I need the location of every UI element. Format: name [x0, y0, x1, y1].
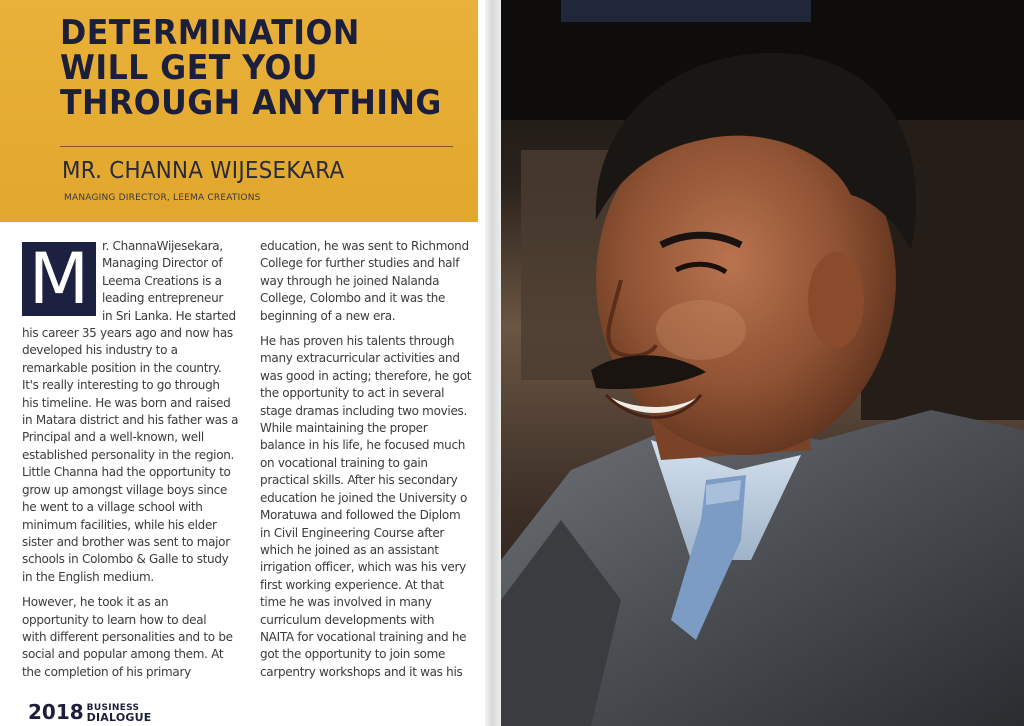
text-line: in the English medium. — [22, 569, 154, 584]
article-column-1 — [22, 238, 244, 681]
footer-year: 2018 — [28, 700, 84, 724]
portrait-illustration — [501, 0, 1024, 726]
text-line: Moratuwa and followed the Diplom — [260, 508, 461, 523]
text-line: Leema Creations is a — [102, 273, 222, 288]
text-line: stage dramas including two movies. — [260, 403, 467, 418]
text-line: got the opportunity to join some — [260, 647, 446, 662]
author-title: MANAGING DIRECTOR, LEEMA CREATIONS — [64, 193, 261, 203]
text-line: he went to a village school with — [22, 500, 203, 515]
text-line: time he was involved in many — [260, 595, 432, 610]
text-line: in Civil Engineering Course after — [260, 525, 445, 540]
text-line: opportunity to learn how to deal — [22, 612, 207, 627]
text-line: grow up amongst village boys since — [22, 482, 228, 497]
text-line: social and popular among them. At — [22, 647, 224, 662]
author-name: MR. CHANNA WIJESEKARA — [62, 158, 345, 184]
headline-line: THROUGH ANYTHING — [60, 83, 442, 123]
publication-logo — [87, 703, 152, 723]
divider — [60, 146, 453, 147]
brand-line: BUSINESS — [86, 703, 140, 713]
page-footer — [28, 693, 151, 723]
text-line: Little Channa had the opportunity to — [22, 465, 231, 480]
text-line: NAITA for vocational training and he — [260, 629, 467, 644]
text-line: developed his industry to a — [22, 343, 178, 358]
paragraph — [260, 333, 480, 681]
headline-line: WILL GET YOU — [60, 48, 318, 88]
text-line: However, he took it as an — [22, 595, 169, 610]
text-line: way through he joined Nalanda — [260, 273, 440, 288]
text-line: schools in Colombo & Galle to study — [22, 552, 229, 567]
paragraph — [22, 594, 244, 681]
text-line: College for further studies and half — [260, 256, 460, 271]
brand-line: DIALOGUE — [86, 711, 152, 724]
text-line: It's really interesting to go through — [22, 378, 220, 393]
text-line: leading entrepreneur — [102, 291, 224, 306]
text-line: minimum facilities, while his elder — [22, 517, 217, 532]
text-line: carpentry workshops and it was his — [260, 664, 463, 679]
text-line: Principal and a well-known, well — [22, 430, 204, 445]
text-line: r. ChannaWijesekara, — [102, 239, 223, 253]
text-line: balance in his life, he focused much — [260, 438, 466, 453]
text-line: on vocational training to gain — [260, 455, 428, 470]
text-line: in Sri Lanka. He started — [102, 308, 236, 323]
text-line: many extracurricular activities and — [260, 351, 460, 366]
text-line: While maintaining the proper — [260, 421, 428, 436]
text-line: which he joined as an assistant — [260, 542, 439, 557]
text-line: the completion of his primary — [22, 664, 191, 679]
text-line: the opportunity to act in several — [260, 386, 445, 401]
text-line: established personality in the region. — [22, 447, 235, 462]
text-line: was good in acting; therefore, he got — [260, 368, 472, 383]
text-line: remarkable position in the country. — [22, 360, 222, 375]
text-line: beginning of a new era. — [260, 308, 396, 323]
text-line: his timeline. He was born and raised — [22, 395, 231, 410]
text-line: sister and brother was sent to major — [22, 534, 230, 549]
page-gutter — [485, 0, 501, 726]
text-line: education, he was sent to Richmond — [260, 239, 469, 253]
text-line: College, Colombo and it was the — [260, 291, 446, 306]
text-line: with different personalities and to be — [22, 629, 233, 644]
article-page — [0, 0, 485, 726]
paragraph — [22, 325, 244, 586]
header-banner — [0, 0, 478, 222]
article-column-2 — [260, 238, 480, 681]
text-line: curriculum developments with — [260, 612, 435, 627]
paragraph — [260, 238, 480, 325]
text-line: He has proven his talents through — [260, 334, 455, 349]
text-line: education he joined the University o — [260, 490, 467, 505]
text-line: irrigation officer, which was his very — [260, 560, 466, 575]
text-line: in Matara district and his father was a — [22, 413, 239, 428]
text-line: practical skills. After his secondary — [260, 473, 458, 488]
indented-lines — [22, 238, 244, 325]
headline — [60, 13, 442, 123]
text-line: Managing Director of — [102, 256, 223, 271]
dropcap: M — [22, 242, 96, 316]
portrait-photo — [501, 0, 1024, 726]
headline-line: DETERMINATION — [60, 13, 360, 53]
text-line: his career 35 years ago and now has — [22, 326, 233, 341]
text-line: first working experience. At that — [260, 577, 444, 592]
